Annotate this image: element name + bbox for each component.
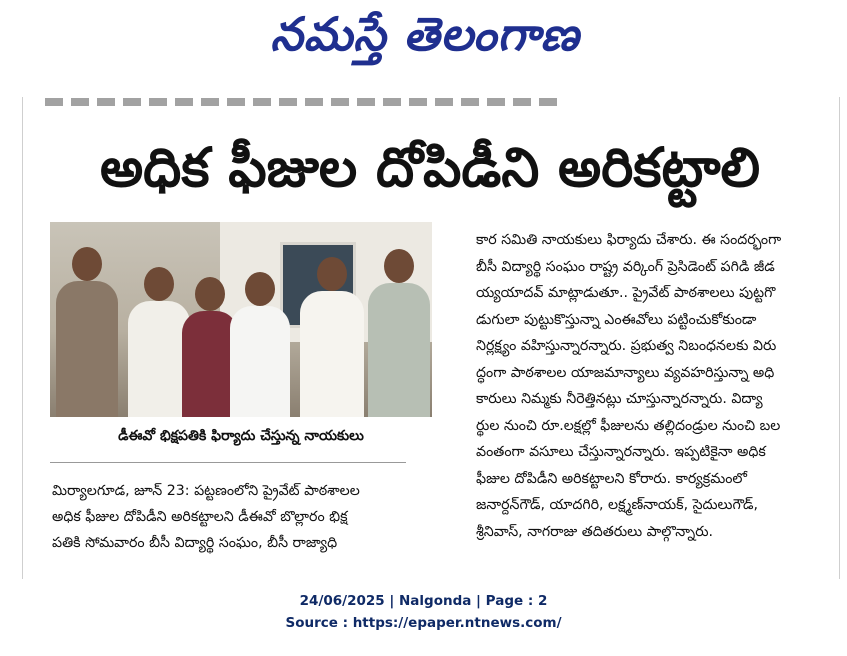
article-headline: అధిక ఫీజుల దోపిడీని అరికట్టాలి (99, 136, 761, 199)
article-text-line: అధిక ఫీజుల దోపిడీని అరికట్టాలని డీఈవో బొల్లారం భిక్ష (52, 509, 348, 525)
article-text-line: ర్థుల నుంచి రూ.లక్షల్లో ఫీజులను తల్లిదండ్రుల నుంచి బల (476, 417, 781, 434)
article-text-line: కారులు నిమ్మకు నీరెత్తినట్లు చూస్తున్నారన్నారు. విద్యా (476, 391, 763, 407)
article-right-column (476, 227, 824, 545)
masthead-logo (215, 8, 635, 72)
clipping-cut-edge (45, 98, 565, 106)
photo-person (368, 249, 430, 417)
article-photo (50, 222, 432, 417)
article-text-line: య్యయాదవ్ మాట్లాడుతూ.. ప్రైవేట్ పాఠశాలలు పుట్టగొ (476, 285, 776, 301)
article-text-line: పతికి సోమవారం బీసీ విద్యార్థి సంఘం, బీసీ రాజ్యాధి (52, 535, 338, 551)
photo-person (128, 267, 190, 417)
footer-source-link[interactable]: Source : https://epaper.ntnews.com/ (285, 615, 562, 631)
clipping-footer (0, 590, 847, 634)
article-text-line: మిర్యాలగూడ, జూన్ 23: పట్టణంలోని ప్రైవేట్ పాఠశాలల (52, 483, 360, 499)
photo-caption: డీఈవో భిక్షపతికి ఫిర్యాదు చేస్తున్న నాయకులు (50, 424, 432, 448)
article-text-line: ఫీజుల దోపిడీని అరికట్టాలని కోరారు. కార్యక్రమంలో (476, 470, 748, 487)
article-text-line: జనార్దన్‌గౌడ్, యాదగిరి, లక్ష్మణ్‌నాయక్, సైదులుగౌడ్, (476, 497, 758, 513)
article-text-line: కార సమితి నాయకులు ఫిర్యాదు చేశారు. ఈ సందర్భంగా (476, 232, 782, 248)
photo-person (230, 272, 290, 417)
article-text-line: బీసీ విద్యార్థి సంఘం రాష్ట్ర వర్కింగ్ ప్రెసిడెంట్ పగిడి జీడ (476, 258, 775, 275)
caption-divider (50, 462, 406, 463)
article-left-column (52, 478, 438, 556)
article-text-line: డుగులా పుట్టుకొస్తున్నా ఎంఈవోలు పట్టించుకోకుండా (476, 311, 757, 328)
article-text-line: శ్రీనివాస్, నాగరాజు తదితరులు పాల్గొన్నారు. (476, 523, 714, 540)
article-text-line: వంతంగా వసూలు చేస్తున్నారన్నారు. ఇప్పటికైనా అధిక (476, 444, 766, 460)
article-text-line: నిర్లక్ష్యం వహిస్తున్నారన్నారు. ప్రభుత్వ నిబంధనలకు విరు (476, 338, 777, 354)
article-text-line: ద్ధంగా పాఠశాలల యాజమాన్యాలు వ్యవహరిస్తున్నా అధి (476, 364, 775, 381)
masthead-title: నమస్తే తెలంగాణ (270, 7, 580, 61)
footer-meta: 24/06/2025 | Nalgonda | Page : 2 (299, 593, 548, 609)
photo-person (300, 257, 364, 417)
photo-person (56, 247, 118, 417)
